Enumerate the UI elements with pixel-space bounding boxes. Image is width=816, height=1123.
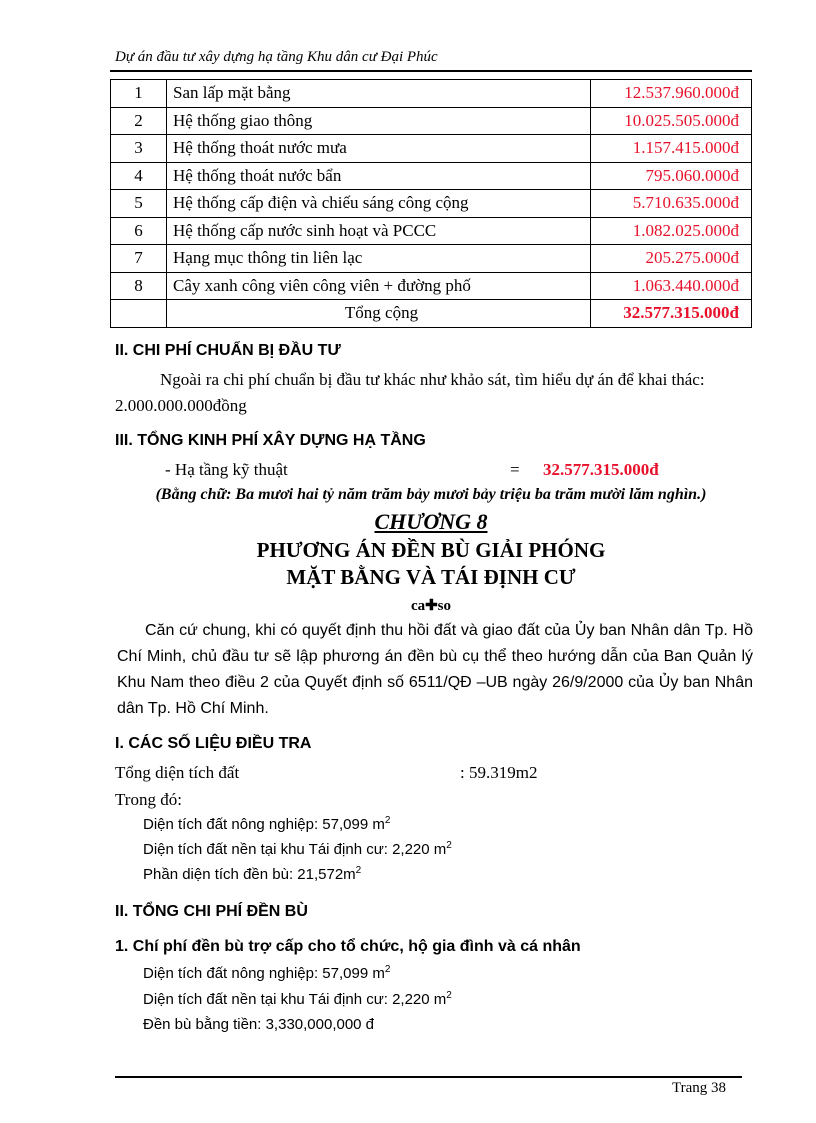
section-ii-heading: II. CHI PHÍ CHUẨN BỊ ĐẦU TƯ xyxy=(115,342,341,359)
table-row xyxy=(111,245,752,273)
total-label: Tổng cộng xyxy=(167,300,591,328)
chapter-title-line2: MẶT BẰNG VÀ TÁI ĐỊNH CƯ xyxy=(286,565,576,589)
row-item: Hệ thống giao thông xyxy=(167,107,591,135)
header-rule xyxy=(110,70,752,72)
survey-compensation-area: Phần diện tích đền bù: $21,572m^2$ xyxy=(143,865,362,883)
total-area-value: : 59.319m2 xyxy=(460,763,538,782)
row-amount: 1.063.440.000đ xyxy=(591,272,752,300)
row-number: 1 xyxy=(111,80,167,108)
survey-agri-area: Diện tích đất nông nghiệp: 57,099 $m^2$ xyxy=(143,815,391,833)
section-iii-heading: III. TỔNG KINH PHÍ XÂY DỰNG HẠ TẦNG xyxy=(115,432,426,449)
row-item: Cây xanh công viên công viên + đường phố xyxy=(167,272,591,300)
row-amount: 1.157.415.000đ xyxy=(591,135,752,163)
row-amount: 205.275.000đ xyxy=(591,245,752,273)
infrastructure-amount: 32.577.315.000đ xyxy=(543,460,659,479)
row-item: San lấp mặt bằng xyxy=(167,80,591,108)
row-number: 7 xyxy=(111,245,167,273)
row-number: 4 xyxy=(111,162,167,190)
row-amount: 10.025.505.000đ xyxy=(591,107,752,135)
total-no-cell xyxy=(111,300,167,328)
in-which-label: Trong đó: xyxy=(115,790,182,809)
cost-table xyxy=(110,79,752,328)
infrastructure-label: - Hạ tầng kỹ thuật xyxy=(165,460,288,479)
comp-cash-amount: Đền bù bằng tiền: 3,330,000,000 đ xyxy=(143,1016,375,1033)
section-ii-text-line2: 2.000.000.000đồng xyxy=(115,396,247,415)
chapter-title-line1: PHƯƠNG ÁN ĐỀN BÙ GIẢI PHÓNG xyxy=(256,538,606,562)
row-number: 5 xyxy=(111,190,167,218)
row-amount: 12.537.960.000đ xyxy=(591,80,752,108)
row-number: 2 xyxy=(111,107,167,135)
row-item: Hệ thống thoát nước bẩn xyxy=(167,162,591,190)
comp-resettlement-area: Diện tích đất nền tại khu Tái định cư: 2,220 $m^2$ xyxy=(143,990,452,1008)
table-row xyxy=(111,80,752,108)
footer-rule xyxy=(115,1076,742,1078)
table-row xyxy=(111,190,752,218)
page-number: Trang 38 xyxy=(672,1080,727,1096)
row-item: Hệ thống cấp điện và chiếu sáng công cộng xyxy=(167,190,591,218)
table-row xyxy=(111,272,752,300)
total-amount: 32.577.315.000đ xyxy=(591,300,752,328)
row-item: Hệ thống thoát nước mưa xyxy=(167,135,591,163)
equals-sign: = xyxy=(510,460,520,479)
comp-agri-area: Diện tích đất nông nghiệp: 57,099 $m^2$ xyxy=(143,964,391,982)
ornament: ca✚so xyxy=(410,598,452,614)
table-row xyxy=(111,162,752,190)
table-row xyxy=(111,217,752,245)
amount-in-words: (Bằng chữ: Ba mươi hai tỷ năm trăm bảy mươi bảy triệu ba trăm mười lăm nghìn.) xyxy=(155,486,707,503)
row-item: Hệ thống cấp nước sinh hoạt và PCCC xyxy=(167,217,591,245)
document-header: Dự án đầu tư xây dựng hạ tầng Khu dân cư Đại Phúc xyxy=(115,49,438,65)
compensation-heading: II. TỔNG CHI PHÍ ĐỀN BÙ xyxy=(115,903,308,920)
compensation-subheading: 1. Chí phí đền bù trợ cấp cho tổ chức, hộ gia đình và cá nhân xyxy=(115,938,581,955)
row-number: 8 xyxy=(111,272,167,300)
row-amount: 795.060.000đ xyxy=(591,162,752,190)
total-row xyxy=(111,300,752,328)
survey-resettlement-area: Diện tích đất nền tại khu Tái định cư: 2,220 $m^2$ xyxy=(143,840,452,858)
row-number: 3 xyxy=(111,135,167,163)
row-number: 6 xyxy=(111,217,167,245)
table-row xyxy=(111,135,752,163)
section-ii-text-line1: Ngoài ra chi phí chuẩn bị đầu tư khác như khảo sát, tìm hiểu dự án để khai thác: xyxy=(160,370,705,389)
row-item: Hạng mục thông tin liên lạc xyxy=(167,245,591,273)
chapter-intro: Căn cứ chung, khi có quyết định thu hồi đất và giao đất của Ủy ban Nhân dân Tp. Hồ Chí Minh, chủ đầu tư sẽ lập phương án đền bù cụ thể theo hướng dẫn của Ban Quản lý Khu Nam theo điều 2 của Quyết định số 6511/QĐ –UB ngày 26/9/2000 của Ủy ban Nhân dân Tp. Hồ Chí Minh. xyxy=(117,622,753,717)
row-amount: 1.082.025.000đ xyxy=(591,217,752,245)
survey-heading: I. CÁC SỐ LIỆU ĐIỀU TRA xyxy=(115,735,312,752)
chapter-label: CHƯƠNG 8 xyxy=(374,509,488,534)
row-amount: 5.710.635.000đ xyxy=(591,190,752,218)
table-row xyxy=(111,107,752,135)
total-area-label: Tổng diện tích đất xyxy=(115,763,240,782)
